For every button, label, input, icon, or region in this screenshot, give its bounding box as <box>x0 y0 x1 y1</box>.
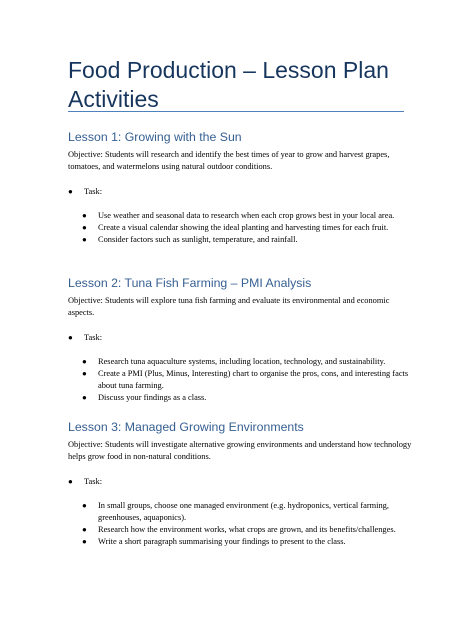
list-item-text: Discuss your findings as a class. <box>98 393 207 402</box>
bullet-icon: ● <box>82 525 87 534</box>
bullet-icon: ● <box>82 393 87 402</box>
list-item-text: Write a short paragraph summarising your findings to present to the class. <box>98 537 346 546</box>
list-item <box>68 222 413 234</box>
bullet-icon: ● <box>82 211 87 220</box>
list-item-text: Use weather and seasonal data to research when each crop grows best in your local area. <box>98 211 395 220</box>
lesson-2-section <box>68 275 413 404</box>
list-item-text: In small groups, choose one managed environment (e.g. hydroponics, vertical farming, greenhouses, aquaponics). <box>98 501 389 522</box>
lesson-3-task-list <box>68 500 413 548</box>
lesson-1-task-label: Task: <box>84 187 103 196</box>
lesson-3-objective: Objective: Students will investigate alternative growing environments and understand how technology helps grow food in non-natural conditions. <box>68 440 412 461</box>
lesson-2-task <box>68 332 413 344</box>
document-title: Food Production – Lesson Plan Activities <box>68 57 389 112</box>
bullet-icon: ● <box>68 477 73 486</box>
lesson-2-task-list <box>68 356 413 404</box>
list-item <box>68 368 413 392</box>
lesson-3-task-label: Task: <box>84 477 103 486</box>
lesson-2-task-label: Task: <box>84 333 103 342</box>
bullet-icon: ● <box>82 369 87 378</box>
lesson-2-heading: Lesson 2: Tuna Fish Farming – PMI Analysis <box>68 276 312 290</box>
bullet-icon: ● <box>82 235 87 244</box>
lesson-1-section <box>68 129 413 246</box>
list-item <box>68 210 413 222</box>
list-item-text: Research tuna aquaculture systems, including location, technology, and sustainability. <box>98 357 386 366</box>
list-item-text: Research how the environment works, what crops are grown, and its benefits/challenges. <box>98 525 396 534</box>
list-item <box>68 392 413 404</box>
lesson-3-heading: Lesson 3: Managed Growing Environments <box>68 420 304 434</box>
list-item <box>68 234 413 246</box>
bullet-icon: ● <box>68 187 73 196</box>
lesson-1-objective: Objective: Students will research and identify the best times of year to grow and harvest grapes, tomatoes, and watermelons using natural outdoor conditions. <box>68 150 390 171</box>
title-underline <box>68 111 404 112</box>
bullet-icon: ● <box>82 223 87 232</box>
list-item-text: Create a PMI (Plus, Minus, Interesting) chart to organise the pros, cons, and interesting facts about tuna farming. <box>98 369 409 390</box>
list-item-text: Consider factors such as sunlight, temperature, and rainfall. <box>98 235 298 244</box>
list-item-text: Create a visual calendar showing the ideal planting and harvesting times for each fruit. <box>98 223 389 232</box>
list-item <box>68 536 413 548</box>
bullet-icon: ● <box>68 333 73 342</box>
lesson-3-task <box>68 476 413 488</box>
list-item <box>68 524 413 536</box>
list-item <box>68 356 413 368</box>
bullet-icon: ● <box>82 537 87 546</box>
bullet-icon: ● <box>82 357 87 366</box>
bullet-icon: ● <box>82 501 87 510</box>
lesson-2-objective: Objective: Students will explore tuna fish farming and evaluate its environmental and economic aspects. <box>68 296 390 317</box>
list-item <box>68 500 413 524</box>
lesson-1-task <box>68 186 413 198</box>
lesson-3-section <box>68 419 413 548</box>
lesson-1-task-list <box>68 210 413 246</box>
lesson-1-heading: Lesson 1: Growing with the Sun <box>68 130 242 144</box>
